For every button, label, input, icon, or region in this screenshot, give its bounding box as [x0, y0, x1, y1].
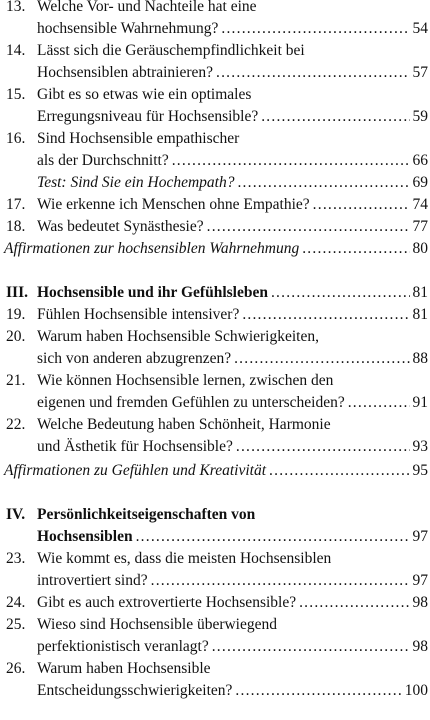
entry-title-line: Welche Bedeutung haben Schönheit, Harmonie: [37, 416, 331, 433]
entry-title-line: sich von anderen abzugrenzen?: [37, 350, 232, 367]
entry-number: 19.: [6, 306, 26, 323]
toc-affirmations-feelings: [0, 460, 430, 482]
dot-leader: [151, 570, 410, 592]
toc-entry-26: [0, 658, 430, 680]
page-number: 54: [412, 20, 428, 37]
entry-title-line: Gibt es so etwas wie ein optimales: [37, 86, 252, 103]
dot-leader: [207, 216, 410, 238]
entry-number: 20.: [6, 328, 26, 345]
toc-entry-16: [0, 128, 430, 150]
page-number: 98: [412, 638, 428, 655]
page-number: 97: [412, 528, 428, 545]
toc-entry-14: [0, 40, 430, 62]
toc-entry-18: [0, 216, 430, 238]
entry-number: 21.: [6, 372, 26, 389]
page-number: 77: [412, 218, 428, 235]
page-number: 81: [412, 284, 428, 301]
entry-title-line: Was bedeutet Synästhesie?: [37, 218, 204, 235]
page-number: 100: [404, 682, 428, 699]
toc-entry-20-cont: [0, 348, 430, 370]
entry-number: 22.: [6, 416, 26, 433]
entry-title-line: Warum haben Hochsensible Schwierigkeiten,: [37, 328, 319, 345]
chapter-title: Persönlichkeitseigenschaften von: [37, 506, 256, 523]
page-number: 57: [412, 64, 428, 81]
dot-leader: [216, 62, 409, 84]
dot-leader: [221, 18, 409, 40]
toc-entry-15: [0, 84, 430, 106]
toc-entry-20: [0, 326, 430, 348]
page-number: 95: [412, 462, 428, 479]
entry-number: 15.: [6, 86, 26, 103]
dot-leader: [313, 194, 410, 216]
toc-entry-21-cont: [0, 392, 430, 414]
entry-title-line: eigenen und fremden Gefühlen zu unterscheiden?: [37, 394, 345, 411]
toc-entry-17: [0, 194, 430, 216]
entry-number: 16.: [6, 130, 26, 147]
dot-leader: [348, 392, 410, 414]
page-number: 80: [412, 240, 428, 257]
toc-entry-23: [0, 548, 430, 570]
dot-leader: [234, 348, 409, 370]
dot-leader: [271, 282, 410, 304]
entry-number: 24.: [6, 594, 26, 611]
dot-leader: [236, 436, 410, 458]
toc-entry-21: [0, 370, 430, 392]
toc-chapter-iii: [0, 282, 430, 304]
entry-title-line: hochsensible Wahrnehmung?: [37, 20, 219, 37]
page-number: 88: [412, 350, 428, 367]
affirmations-title: Affirmationen zur hochsensiblen Wahrnehmung: [4, 240, 300, 257]
entry-number: 14.: [6, 42, 26, 59]
toc-entry-13: [0, 0, 430, 18]
dot-leader: [242, 304, 409, 326]
dot-leader: [136, 526, 410, 548]
dot-leader: [302, 238, 409, 260]
page-number: 97: [412, 572, 428, 589]
dot-leader: [212, 636, 410, 658]
toc-entry-15-cont: [0, 106, 430, 128]
toc-entry-22: [0, 414, 430, 436]
entry-title-line: und Ästhetik für Hochsensible?: [37, 438, 233, 455]
toc-entry-25-cont: [0, 636, 430, 658]
page-number: 66: [412, 152, 428, 169]
toc-subentry-test: [0, 172, 430, 194]
affirmations-title: Affirmationen zu Gefühlen und Kreativität: [4, 462, 267, 479]
entry-title-line: Gibt es auch extrovertierte Hochsensible?: [37, 594, 297, 611]
toc-entry-14-cont: [0, 62, 430, 84]
entry-number: 17.: [6, 196, 26, 213]
page-number: 81: [412, 306, 428, 323]
dot-leader: [261, 106, 409, 128]
page-number: 93: [412, 438, 428, 455]
dot-leader: [237, 172, 409, 194]
dot-leader: [299, 592, 409, 614]
entry-title-line: Entscheidungsschwierigkeiten?: [37, 682, 233, 699]
toc-entry-19: [0, 304, 430, 326]
toc-entry-22-cont: [0, 436, 430, 458]
entry-title-line: perfektionistisch veranlagt?: [37, 638, 209, 655]
subentry-title: Test: Sind Sie ein Hochempath?: [37, 174, 235, 191]
toc-entry-16-cont: [0, 150, 430, 172]
entry-title-line: Welche Vor- und Nachteile hat eine: [37, 0, 257, 15]
entry-title-line: Wie kommt es, dass die meisten Hochsensiblen: [37, 550, 332, 567]
entry-title-line: als der Durchschnitt?: [37, 152, 169, 169]
page-number: 74: [412, 196, 428, 213]
toc-chapter-iv-cont: [0, 526, 430, 548]
entry-title-line: Hochsensiblen abtrainieren?: [37, 64, 214, 81]
entry-title-line: Wie erkenne ich Menschen ohne Empathie?: [37, 196, 310, 213]
page-number: 98: [412, 594, 428, 611]
entry-title-line: Wie können Hochsensible lernen, zwischen den: [37, 372, 334, 389]
page-number: 69: [412, 174, 428, 191]
toc-affirmations-perception: [0, 238, 430, 260]
toc-chapter-iv: [0, 504, 430, 526]
entry-title-line: Wieso sind Hochsensible überwiegend: [37, 616, 278, 633]
chapter-title: Hochsensiblen: [37, 528, 133, 545]
dot-leader: [172, 150, 410, 172]
entry-title-line: Erregungsniveau für Hochsensible?: [37, 108, 259, 125]
entry-title-line: Fühlen Hochsensible intensiver?: [37, 306, 240, 323]
entry-number: 13.: [6, 0, 26, 15]
toc-entry-24: [0, 592, 430, 614]
entry-title-line: Lässt sich die Geräuschempfindlichkeit bei: [37, 42, 305, 59]
toc-entry-13-cont: [0, 18, 430, 40]
page-number: 59: [412, 108, 428, 125]
entry-number: 23.: [6, 550, 26, 567]
entry-title-line: Warum haben Hochsensible: [37, 660, 211, 677]
entry-number: 18.: [6, 218, 26, 235]
chapter-title: Hochsensible und ihr Gefühlsleben: [37, 284, 268, 301]
page-number: 91: [412, 394, 428, 411]
entry-number: 26.: [6, 660, 26, 677]
dot-leader: [269, 460, 409, 482]
chapter-number: IV.: [6, 506, 26, 523]
entry-title-line: introvertiert sind?: [37, 572, 148, 589]
entry-title-line: Sind Hochsensible empathischer: [37, 130, 240, 147]
toc-entry-26-cont: [0, 680, 430, 702]
dot-leader: [235, 680, 401, 702]
chapter-number: III.: [6, 284, 28, 301]
toc-entry-23-cont: [0, 570, 430, 592]
toc-entry-25: [0, 614, 430, 636]
entry-number: 25.: [6, 616, 26, 633]
